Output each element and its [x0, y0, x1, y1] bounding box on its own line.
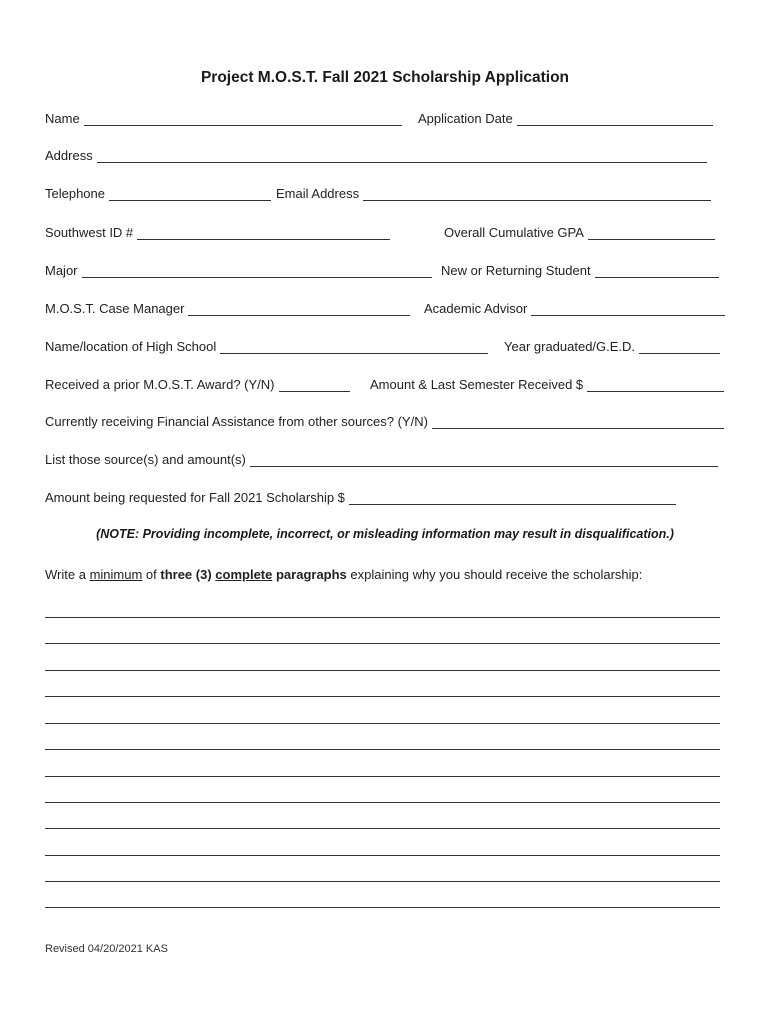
- prior-award-label: Received a prior M.O.S.T. Award? (Y/N): [45, 377, 275, 392]
- essay-line[interactable]: [45, 670, 720, 671]
- year-graduated-field: [504, 337, 720, 357]
- southwest-id-input[interactable]: [137, 220, 390, 240]
- row-prior-award: [45, 375, 725, 395]
- essay-line[interactable]: [45, 776, 720, 777]
- prior-award-field: [45, 375, 350, 395]
- row-telephone-email: [45, 184, 725, 204]
- gpa-field: [444, 223, 715, 243]
- prompt-complete: complete: [215, 567, 273, 582]
- row-major-status: [45, 261, 725, 281]
- row-amount-requested: [45, 488, 725, 508]
- prompt-text-2: of: [142, 567, 161, 582]
- amount-requested-label: Amount being requested for Fall 2021 Scholarship $: [45, 490, 345, 505]
- high-school-label: Name/location of High School: [45, 339, 217, 354]
- form-title: Project M.O.S.T. Fall 2021 Scholarship Application: [200, 69, 570, 86]
- academic-advisor-label: Academic Advisor: [424, 301, 528, 316]
- year-graduated-input[interactable]: [639, 334, 720, 354]
- amount-requested-input[interactable]: [349, 485, 676, 505]
- email-label: Email Address: [276, 186, 360, 201]
- sources-amounts-input[interactable]: [250, 447, 718, 467]
- case-manager-input[interactable]: [188, 296, 410, 316]
- prompt-paragraphs: paragraphs: [272, 567, 347, 582]
- essay-line[interactable]: [45, 749, 720, 750]
- amount-last-semester-field: [370, 375, 724, 395]
- prompt-three: three (3): [160, 567, 212, 582]
- essay-prompt: [45, 565, 725, 585]
- prompt-minimum: minimum: [89, 567, 143, 582]
- other-assistance-input[interactable]: [432, 409, 724, 429]
- application-date-input[interactable]: [517, 106, 713, 126]
- major-field: [45, 261, 432, 281]
- row-sources: [45, 450, 725, 470]
- essay-line[interactable]: [45, 802, 720, 803]
- amount-requested-field: [45, 488, 676, 508]
- telephone-field: [45, 184, 271, 204]
- row-highschool-year: [45, 337, 725, 357]
- essay-line[interactable]: [45, 828, 720, 829]
- essay-line[interactable]: [45, 696, 720, 697]
- essay-line[interactable]: [45, 881, 720, 882]
- prompt-text-3: explaining why you should receive the scholarship:: [346, 567, 643, 582]
- row-id-gpa: [45, 223, 725, 243]
- amount-last-semester-input[interactable]: [587, 372, 724, 392]
- row-other-assistance: [45, 412, 725, 432]
- case-manager-label: M.O.S.T. Case Manager: [45, 301, 185, 316]
- application-date-field: [418, 109, 713, 129]
- name-field: [45, 109, 402, 129]
- major-label: Major: [45, 263, 78, 278]
- other-assistance-label: Currently receiving Financial Assistance from other sources? (Y/N): [45, 414, 428, 429]
- revision-footer: Revised 04/20/2021 KAS: [45, 943, 168, 955]
- row-name-date: [45, 109, 725, 129]
- essay-line[interactable]: [45, 855, 720, 856]
- sources-amounts-field: [45, 450, 718, 470]
- other-assistance-field: [45, 412, 724, 432]
- row-manager-advisor: [45, 299, 725, 319]
- prior-award-input[interactable]: [279, 372, 350, 392]
- disqualification-note: (NOTE: Providing incomplete, incorrect, or misleading information may result in disqualification.): [96, 527, 674, 541]
- major-input[interactable]: [82, 258, 432, 278]
- address-input[interactable]: [97, 143, 707, 163]
- application-date-label: Application Date: [418, 111, 513, 126]
- student-status-field: [441, 261, 719, 281]
- row-address: [45, 146, 725, 166]
- sources-amounts-label: List those source(s) and amount(s): [45, 452, 246, 467]
- essay-line[interactable]: [45, 723, 720, 724]
- high-school-field: [45, 337, 488, 357]
- gpa-input[interactable]: [588, 220, 715, 240]
- student-status-input[interactable]: [595, 258, 719, 278]
- southwest-id-label: Southwest ID #: [45, 225, 134, 240]
- amount-last-semester-label: Amount & Last Semester Received $: [370, 377, 584, 392]
- essay-line[interactable]: [45, 617, 720, 618]
- academic-advisor-field: [424, 299, 725, 319]
- email-field: [276, 184, 711, 204]
- case-manager-field: [45, 299, 410, 319]
- telephone-label: Telephone: [45, 186, 105, 201]
- prompt-text-1: Write a: [45, 567, 90, 582]
- name-label: Name: [45, 111, 80, 126]
- address-field: [45, 146, 707, 166]
- gpa-label: Overall Cumulative GPA: [444, 225, 584, 240]
- essay-line[interactable]: [45, 643, 720, 644]
- essay-line[interactable]: [45, 907, 720, 908]
- address-label: Address: [45, 148, 93, 163]
- year-graduated-label: Year graduated/G.E.D.: [504, 339, 636, 354]
- southwest-id-field: [45, 223, 390, 243]
- name-input[interactable]: [84, 106, 402, 126]
- student-status-label: New or Returning Student: [441, 263, 591, 278]
- high-school-input[interactable]: [220, 334, 488, 354]
- academic-advisor-input[interactable]: [531, 296, 725, 316]
- telephone-input[interactable]: [109, 181, 271, 201]
- email-input[interactable]: [363, 181, 711, 201]
